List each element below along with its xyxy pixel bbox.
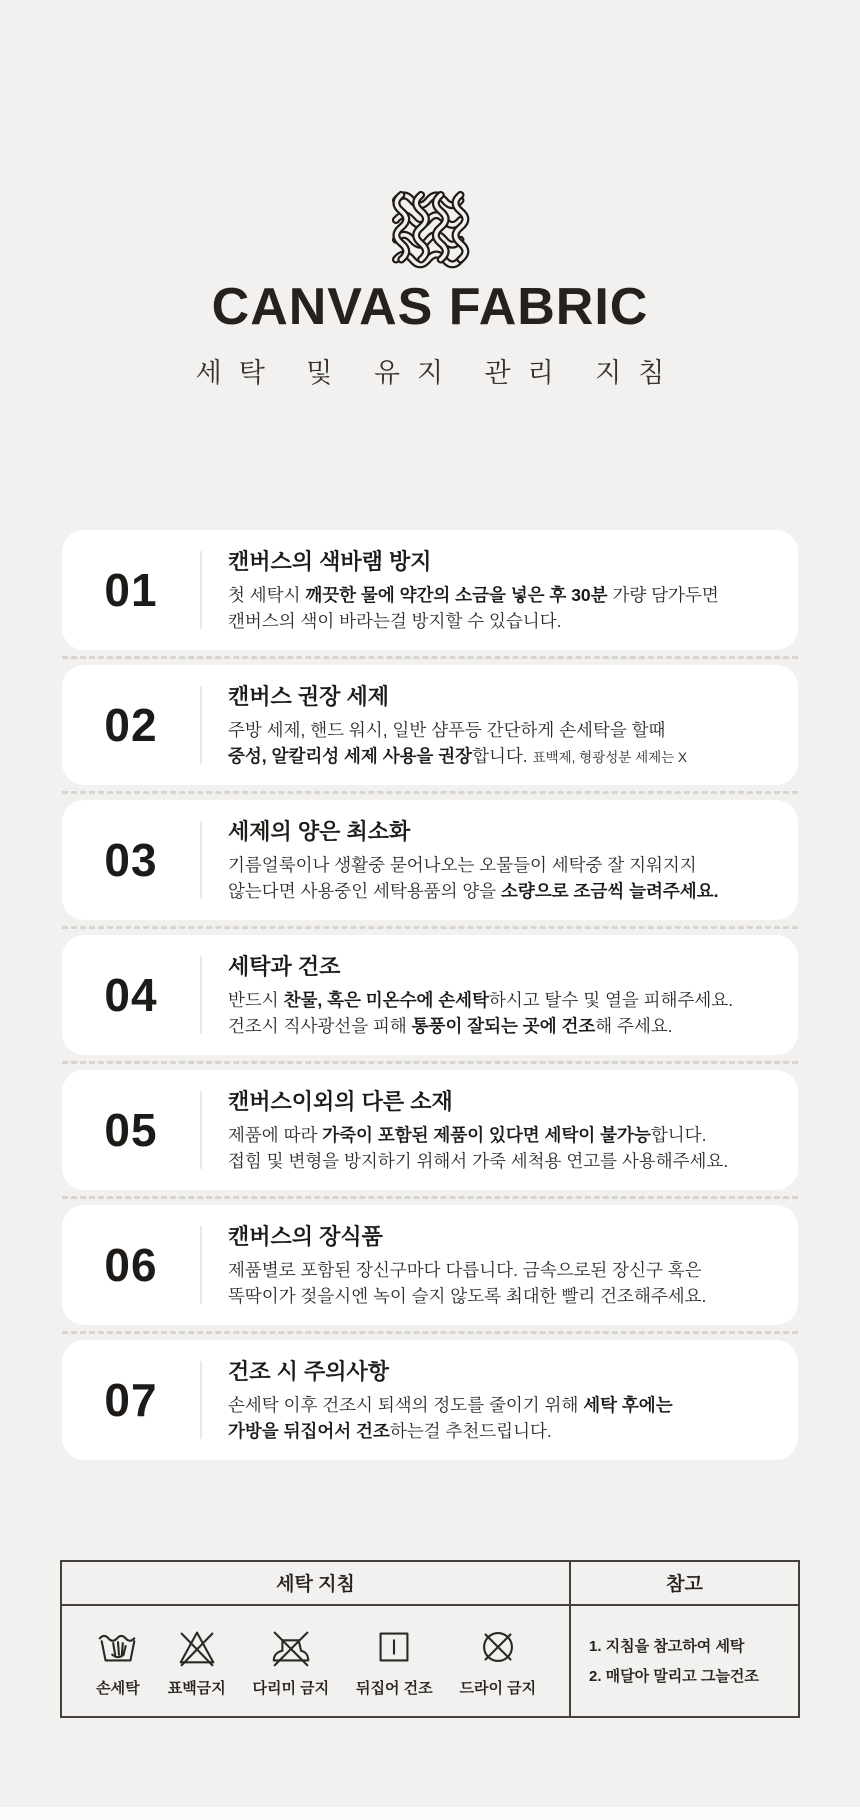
card-separator <box>62 791 798 794</box>
care-card-02 <box>62 665 798 785</box>
care-note: 1. 지침을 참고하여 세탁 <box>589 1638 745 1656</box>
care-symbol <box>356 1624 433 1698</box>
card-text <box>202 680 703 770</box>
card-text <box>202 1355 689 1445</box>
care-symbol-label: 드라이 금지 <box>459 1679 537 1697</box>
card-body-line: 반드시 찬물, 혹은 미온수에 손세탁하시고 탈수 및 열을 피해주세요. <box>228 990 734 1011</box>
care-notes <box>571 1606 798 1716</box>
fabric-weave-icon <box>0 186 860 272</box>
care-card-01 <box>62 530 798 650</box>
card-number: 05 <box>104 1103 158 1156</box>
card-body-line: 제품별로 포함된 장신구마다 다릅니다. 금속으로된 장신구 혹은 <box>228 1260 702 1281</box>
page-header <box>0 0 860 390</box>
card-body-line: 똑딱이가 젖을시엔 녹이 슬지 않도록 최대한 빨리 건조해주세요. <box>228 1286 707 1307</box>
card-title: 캔버스의 색바램 방지 <box>228 549 432 575</box>
card-body-line: 첫 세탁시 깨끗한 물에 약간의 소금을 넣은 후 30분 가량 담가두면 <box>228 585 719 606</box>
card-number: 06 <box>104 1238 158 1291</box>
card-body-line: 기름얼룩이나 생활중 묻어나오는 오물들이 세탁중 잘 지워지지 <box>228 855 697 876</box>
card-body-line: 제품에 따라 가죽이 포함된 제품이 있다면 세탁이 불가능합니다. <box>228 1125 707 1146</box>
card-number: 01 <box>104 563 158 616</box>
card-text <box>202 1085 744 1175</box>
card-text <box>202 815 734 905</box>
card-body-line: 캔버스의 색이 바라는걸 방지할 수 있습니다. <box>228 611 562 632</box>
care-symbol-label: 표백금지 <box>167 1679 226 1697</box>
care-card-05 <box>62 1070 798 1190</box>
table-body-row <box>62 1606 798 1716</box>
care-card-07 <box>62 1340 798 1460</box>
care-card-03 <box>62 800 798 920</box>
card-body-line: 건조시 직사광선을 피해 통풍이 잘되는 곳에 건조해 주세요. <box>228 1016 673 1037</box>
care-symbol-label: 뒤집어 건조 <box>356 1679 433 1697</box>
card-title: 세제의 양은 최소화 <box>228 819 411 845</box>
bottom-strip <box>0 1807 860 1820</box>
care-symbol-label: 손세탁 <box>96 1679 140 1697</box>
page-subtitle: 세탁 및 유지 관리 지침 <box>195 357 682 388</box>
card-body-line: 접힘 및 변형을 방지하기 위해서 가죽 세척용 연고를 사용해주세요. <box>228 1151 729 1172</box>
care-symbol-label: 다리미 금지 <box>252 1679 330 1697</box>
card-text <box>202 545 735 635</box>
inside-out-dry-icon <box>356 1624 433 1670</box>
card-title: 캔버스이외의 다른 소재 <box>228 1089 453 1115</box>
care-symbol <box>95 1624 141 1698</box>
card-title: 캔버스 권장 세제 <box>228 684 389 710</box>
care-cards <box>62 530 798 1460</box>
card-body-line: 손세탁 이후 건조시 퇴색의 정도를 줄이기 위해 세탁 후에는 <box>228 1395 673 1416</box>
table-header-instructions: 세탁 지침 <box>62 1562 571 1604</box>
care-note: 2. 매달아 말리고 그늘건조 <box>589 1668 759 1686</box>
card-title: 건조 시 주의사항 <box>228 1359 389 1385</box>
card-body-line: 않는다면 사용중인 세탁용품의 양을 소량으로 조금씩 늘려주세요. <box>228 881 719 902</box>
care-symbol <box>168 1624 226 1698</box>
card-title: 캔버스의 장식품 <box>228 1224 383 1250</box>
card-body-line: 가방을 뒤집어서 건조하는걸 추천드립니다. <box>228 1421 552 1442</box>
table-header-row <box>62 1562 798 1606</box>
care-symbol <box>460 1624 537 1698</box>
care-card-06 <box>62 1205 798 1325</box>
card-number: 03 <box>104 833 158 886</box>
card-title: 세탁과 건조 <box>228 954 341 980</box>
care-symbols <box>62 1606 571 1716</box>
care-symbol <box>253 1624 330 1698</box>
no-iron-icon <box>253 1624 330 1670</box>
hand-wash-icon <box>95 1624 141 1670</box>
card-text <box>202 1220 722 1310</box>
card-body-line: 중성, 알칼리성 세제 사용을 권장합니다. 표백제, 형광성분 세제는 X <box>228 746 687 767</box>
care-card-04 <box>62 935 798 1055</box>
card-separator <box>62 926 798 929</box>
card-separator <box>62 1061 798 1064</box>
no-dry-clean-icon <box>460 1624 537 1670</box>
care-symbol-table <box>60 1560 800 1718</box>
no-bleach-icon <box>168 1624 226 1670</box>
card-separator <box>62 1331 798 1334</box>
table-header-reference: 참고 <box>666 1574 703 1596</box>
card-body-line: 주방 세제, 핸드 워시, 일반 샴푸등 간단하게 손세탁을 할때 <box>228 720 666 741</box>
card-number: 07 <box>104 1373 158 1426</box>
card-separator <box>62 1196 798 1199</box>
card-number: 02 <box>104 698 158 751</box>
card-text <box>202 950 749 1040</box>
card-separator <box>62 656 798 659</box>
page-title: CANVAS FABRIC <box>211 278 649 336</box>
card-number: 04 <box>104 968 158 1021</box>
